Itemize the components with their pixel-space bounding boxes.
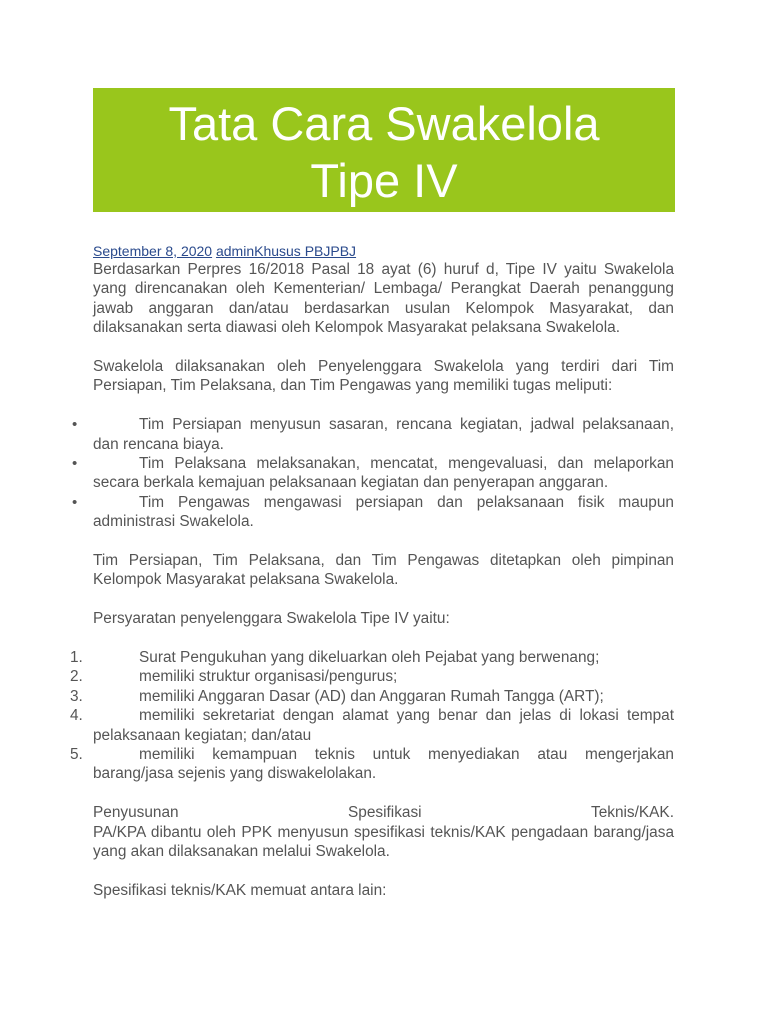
spec-heading	[93, 803, 674, 822]
post-author-link[interactable]: adminKhusus PBJPBJ	[215, 243, 357, 259]
list-item-text: Tim Pengawas mengawasi persiapan dan pelaksanaan fisik maupun administrasi Swakelola.	[93, 493, 674, 531]
list-item	[72, 454, 674, 493]
list-item	[70, 687, 674, 706]
spec-section	[93, 803, 674, 861]
list-item-text: Tim Persiapan menyusun sasaran, rencana kegiatan, jadwal pelaksanaan, dan rencana biaya.	[93, 416, 674, 453]
list-item-text: memiliki kemampuan teknis untuk menyediakan atau mengerjakan barang/jasa sejenis yang diswakelolakan.	[93, 746, 674, 783]
spec-heading-word: Teknis/KAK.	[591, 804, 674, 822]
post-meta	[93, 242, 356, 260]
title-line-2: Tipe IV	[310, 154, 458, 207]
team-task-list	[72, 415, 674, 531]
list-item-text: memiliki Anggaran Dasar (AD) dan Anggaran Rumah Tangga (ART);	[139, 687, 604, 705]
list-item-text: memiliki struktur organisasi/pengurus;	[139, 668, 398, 686]
requirements-list	[70, 648, 674, 784]
title-banner	[93, 88, 675, 212]
intro-paragraph: Berdasarkan Perpres 16/2018 Pasal 18 ayat (6) huruf d, Tipe IV yaitu Swakelola yang direncanakan oleh Kementerian/ Lembaga/ Perangkat Daerah penanggung jawab anggaran dan/atau berdasarkan usulan Kelompok Masyarakat, dan dilaksanakan serta diawasi oleh Kelompok Masyarakat pelaksana Swakelola.	[93, 261, 674, 337]
list-item	[70, 648, 674, 667]
list-item	[70, 745, 674, 784]
requirements-intro: Persyaratan penyelenggara Swakelola Tipe IV yaitu:	[93, 610, 450, 628]
title-line-1: Tata Cara Swakelola	[168, 97, 600, 150]
bullet-icon: •	[72, 455, 78, 473]
spec-body: PA/KPA dibantu oleh PPK menyusun spesifikasi teknis/KAK pengadaan barang/jasa yang akan dilaksanakan melalui Swakelola.	[93, 823, 674, 861]
list-number: 2.	[70, 668, 83, 686]
teams-paragraph: Swakelola dilaksanakan oleh Penyelenggara Swakelola yang terdiri dari Tim Persiapan, Tim Pelaksana, dan Tim Pengawas yang memiliki tugas meliputi:	[93, 358, 674, 395]
list-item-text: memiliki sekretariat dengan alamat yang benar dan jelas di lokasi tempat pelaksanaan kegiatan; dan/atau	[93, 707, 674, 744]
spec-heading-word: Spesifikasi	[348, 804, 422, 822]
list-number: 1.	[70, 649, 83, 667]
list-item	[72, 493, 674, 532]
spec-contents-paragraph: Spesifikasi teknis/KAK memuat antara lain:	[93, 881, 387, 899]
list-number: 4.	[70, 707, 83, 725]
list-item-text: Surat Pengukuhan yang dikeluarkan oleh Pejabat yang berwenang;	[139, 649, 600, 667]
list-item	[70, 667, 674, 686]
list-item-text: Tim Pelaksana melaksanakan, mencatat, mengevaluasi, dan melaporkan secara berkala kemajuan pelaksanaan kegiatan dan penyerapan anggaran.	[93, 455, 674, 492]
list-item	[70, 706, 674, 745]
bullet-icon: •	[72, 416, 78, 434]
bullet-icon: •	[72, 493, 78, 511]
article-body	[70, 260, 674, 920]
post-date-link[interactable]: September 8, 2020	[93, 243, 213, 259]
appointed-paragraph: Tim Persiapan, Tim Pelaksana, dan Tim Pengawas ditetapkan oleh pimpinan Kelompok Masyarakat pelaksana Swakelola.	[93, 552, 674, 589]
list-number: 5.	[70, 746, 83, 764]
spec-heading-word: Penyusunan	[93, 804, 179, 822]
list-number: 3.	[70, 687, 83, 705]
list-item	[72, 415, 674, 454]
